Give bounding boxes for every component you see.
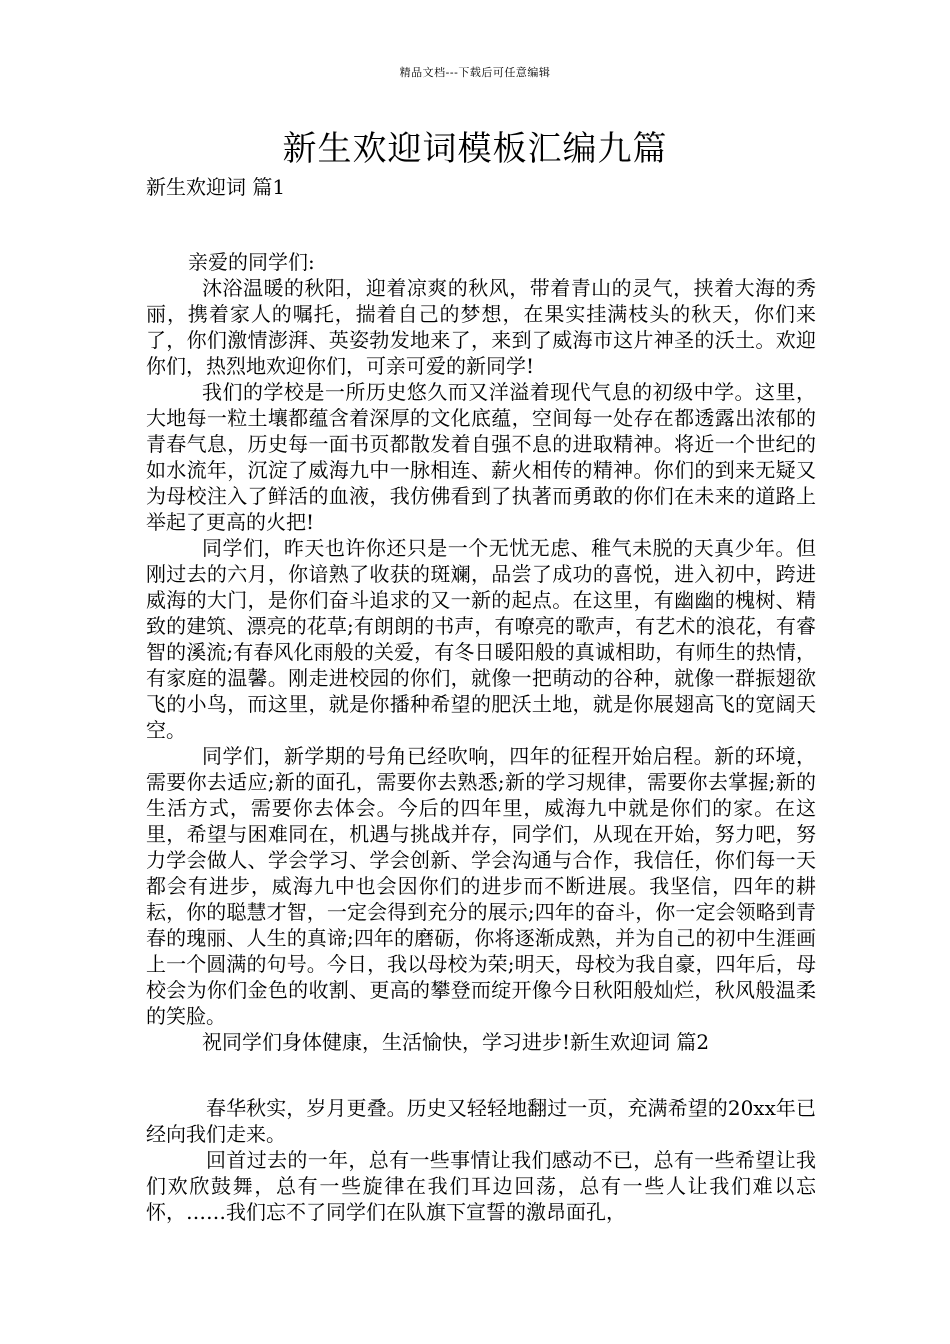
paragraph: 同学们，新学期的号角已经吹响，四年的征程开始启程。新的环境，需要你去适应;新的面孔，需要你去熟悉;新的学习规律，需要你去掌握;新的生活方式，需要你去体会。今后的四年里，威海九中就是你们的家。在这里，希望与困难同在，机遇与挑战并存，同学们，从现在开始，努力吧，努力学会做人、学会学习、学会创新、学会沟通与合作，我信任，你们每一天都会有进步，威海九中也会因你们的进步而不断进展。我坚信，四年的耕耘，你的聪慧才智，一定会得到充分的展示;四年的奋斗，你一定会领略到青春的瑰丽、人生的真谛;四年的磨砺，你将逐渐成熟，并为自己的初中生涯画上一个圆满的句号。今日，我以母校为荣;明天，母校为我自豪，四年后，母校会为你们金色的收割、更高的攀登而绽开像今日秋阳般灿烂，秋风般温柔的笑脸。	[146, 744, 816, 1028]
closing-paragraph: 祝同学们身体健康，生活愉快，学习进步!新生欢迎词 篇2	[202, 1030, 710, 1054]
section-2-body	[146, 1095, 816, 1225]
paragraph: 沐浴温暖的秋阳，迎着凉爽的秋风，带着青山的灵气，挟着大海的秀丽，携着家人的嘱托，揣着自己的梦想，在果实挂满枝头的秋天，你们来了，你们激情澎湃、英姿勃发地来了，来到了威海市这片神圣的沃土。欢迎你们，热烈地欢迎你们，可亲可爱的新同学!	[146, 276, 816, 378]
section-1-body	[146, 249, 816, 1055]
paragraph: 春华秋实，岁月更叠。历史又轻轻地翻过一页，充满希望的20xx年已经向我们走来。	[146, 1096, 816, 1146]
page-header-note: 精品文档---下载后可任意编辑	[399, 66, 551, 79]
paragraph: 回首过去的一年，总有一些事情让我们感动不已，总有一些希望让我们欢欣鼓舞，总有一些旋律在我们耳边回荡，总有一些人让我们难以忘怀，……我们忘不了同学们在队旗下宣誓的激昂面孔，	[146, 1148, 816, 1224]
paragraph: 同学们，昨天也许你还只是一个无忧无虑、稚气未脱的天真少年。但刚过去的六月，你谙熟了收获的斑斓，品尝了成功的喜悦，进入初中，跨进威海的大门，是你们奋斗追求的又一新的起点。在这里，有幽幽的槐树、精致的建筑、漂亮的花草;有朗朗的书声，有嘹亮的歌声，有艺术的浪花，有睿智的溪流;有春风化雨般的关爱，有冬日暖阳般的真诚相助，有师生的热情，有家庭的温馨。刚走进校园的你们，就像一把萌动的谷种，就像一群振翅欲飞的小鸟，而这里，就是你播种希望的肥沃土地，就是你展翅高飞的宽阔天空。	[146, 536, 816, 742]
greeting-line: 亲爱的同学们:	[188, 250, 315, 274]
paragraph: 我们的学校是一所历史悠久而又洋溢着现代气息的初级中学。这里，大地每一粒土壤都蕴含着深厚的文化底蕴，空间每一处存在都透露出浓郁的青春气息，历史每一面书页都散发着自强不息的进取精神。将近一个世纪的如水流年，沉淀了威海九中一脉相连、薪火相传的精神。你们的到来无疑又为母校注入了鲜活的血液，我仿佛看到了执著而勇敢的你们在未来的道路上举起了更高的火把!	[146, 380, 816, 534]
document-title: 新生欢迎词模板汇编九篇	[282, 129, 668, 169]
section-heading-1: 新生欢迎词 篇1	[146, 175, 286, 199]
